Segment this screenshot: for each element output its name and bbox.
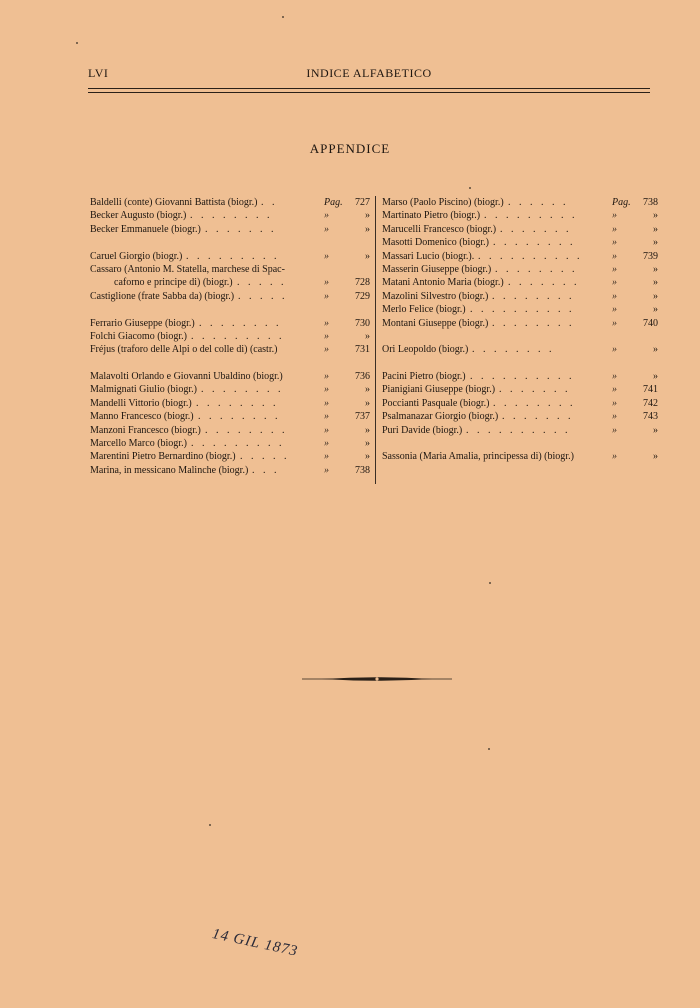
index-entry [382, 223, 658, 236]
entry-text: Fréjus (traforo delle Alpi o del colle di) (castr.) [90, 344, 278, 356]
index-entry [382, 236, 658, 249]
page-value: » [653, 304, 658, 316]
index-entry [382, 276, 658, 289]
entry-text: Ori Leopoldo (biogr.) [382, 344, 469, 356]
page-marker: » [324, 371, 329, 383]
page-marker: » [324, 277, 329, 289]
entry-leader-dots: . . . . . . . . [495, 263, 578, 275]
page-marker: » [324, 290, 329, 302]
page-marker: » [612, 250, 617, 262]
page-value: 729 [355, 290, 370, 302]
entry-leader-dots: . . . . . . . . [199, 317, 282, 329]
entry-text: Marucelli Francesco (biogr.) [382, 223, 497, 235]
entry-leader-dots: . . . . . . . [499, 384, 571, 396]
entry-leader-dots: . . . . . . . . . [191, 438, 285, 450]
entry-leader-dots: . . . . . . . . . . [466, 424, 571, 436]
entry-text: Pianigiani Giuseppe (biogr.) [382, 384, 496, 396]
index-entry [90, 250, 370, 263]
page-marker: » [612, 263, 617, 275]
page-marker: » [612, 223, 617, 235]
page-value: 731 [355, 344, 370, 356]
entry-text: Marentini Pietro Bernardino (biogr.) [90, 451, 236, 463]
entry-gap [90, 236, 370, 249]
index-entry [90, 450, 370, 463]
page-number: LVI [88, 66, 109, 80]
entry-text: Manzoni Francesco (biogr.) [90, 424, 201, 436]
index-entry [382, 383, 658, 396]
index-entry [382, 290, 658, 303]
page-value: 742 [643, 397, 658, 409]
page-value: » [653, 210, 658, 222]
entry-text: Castiglione (frate Sabba da) (biogr.) [90, 290, 235, 302]
entry-leader-dots: . . . . . . . [205, 223, 277, 235]
entry-leader-dots: . . . . . . . . [196, 397, 279, 409]
page-marker: » [612, 210, 617, 222]
entry-text: Malavolti Orlando e Giovanni Ubaldino (biogr.) [90, 371, 283, 383]
page-value: » [653, 371, 658, 383]
entry-text: Pacini Pietro (biogr.) [382, 371, 466, 383]
page-value: » [365, 397, 370, 409]
entry-text: Merlo Felice (biogr.) [382, 304, 466, 316]
entry-leader-dots: . . . . . . . [502, 411, 574, 423]
entry-leader-dots: . . . . . [237, 277, 287, 289]
page-value: » [365, 250, 370, 262]
entry-leader-dots: . . . . . . . . [201, 384, 284, 396]
entry-text: Becker Emmanuele (biogr.) [90, 223, 201, 235]
page-value: 727 [355, 197, 370, 208]
entry-leader-dots: . . . . . . . . [472, 344, 555, 356]
entry-text: Masotti Domenico (biogr.) [382, 237, 489, 249]
entry-text: Mazolini Silvestro (biogr.) [382, 290, 489, 302]
entry-text: Puri Davide (biogr.) [382, 424, 463, 436]
page-marker: » [324, 344, 329, 356]
page-marker: » [324, 464, 329, 476]
page-marker: » [612, 451, 617, 463]
entry-text: Cassaro (Antonio M. Statella, marchese di Spac- [90, 263, 285, 275]
page-marker: » [612, 344, 617, 356]
entry-text: Poccianti Pasquale (biogr.) [382, 397, 490, 409]
page-marker: » [612, 397, 617, 409]
index-entry [90, 223, 370, 236]
entry-text: Caruel Giorgio (biogr.) [90, 250, 183, 262]
page-value: » [653, 237, 658, 249]
index-column-left [90, 196, 370, 477]
page-marker: » [612, 424, 617, 436]
index-entry [382, 209, 658, 222]
entry-leader-dots: . . [261, 197, 278, 208]
entry-leader-dots: . . . . . . . . . [186, 250, 280, 262]
entry-leader-dots: . . . [252, 464, 280, 476]
index-entry [90, 330, 370, 343]
entry-text: caforno e principe di) (biogr.) [114, 277, 233, 289]
page-marker: » [612, 317, 617, 329]
index-entry [90, 263, 370, 276]
index-entry [382, 424, 658, 437]
entry-gap [382, 357, 658, 370]
page-value: 736 [355, 371, 370, 383]
page-marker: » [612, 277, 617, 289]
index-entry [90, 383, 370, 396]
entry-text: Malmignati Giulio (biogr.) [90, 384, 197, 396]
page-value: » [653, 277, 658, 289]
index-entry [382, 410, 658, 423]
entry-leader-dots: . . . . . . . [508, 277, 580, 289]
index-entry [90, 437, 370, 450]
entry-text: Folchi Giacomo (biogr.) [90, 330, 187, 342]
entry-text: Becker Augusto (biogr.) [90, 210, 187, 222]
index-entry [382, 196, 658, 209]
page-value: » [365, 451, 370, 463]
page-marker: » [324, 317, 329, 329]
page-value: » [365, 210, 370, 222]
page-marker: » [612, 411, 617, 423]
entry-text: Matani Antonio Maria (biogr.) [382, 277, 504, 289]
index-entry [382, 450, 658, 463]
entry-leader-dots: . . . . . . . . [492, 290, 575, 302]
page-value: » [365, 438, 370, 450]
index-entry [382, 370, 658, 383]
entry-leader-dots: . . . . . . . . . [484, 210, 578, 222]
page-marker: » [324, 424, 329, 436]
index-entry [90, 397, 370, 410]
entry-text: Psalmanazar Giorgio (biogr.) [382, 411, 499, 423]
index-entry [90, 209, 370, 222]
entry-text: Martinato Pietro (biogr.) [382, 210, 481, 222]
section-title: APPENDICE [309, 141, 391, 156]
ornamental-divider [302, 676, 452, 682]
page-value: 728 [355, 277, 370, 289]
page-marker: » [324, 451, 329, 463]
index-entry [382, 303, 658, 316]
entry-text: Masserin Giuseppe (biogr.) [382, 263, 492, 275]
header-rule-thin [88, 92, 650, 93]
page-value: 737 [355, 411, 370, 423]
page-value: 743 [643, 411, 658, 423]
entry-text: Mandelli Vittorio (biogr.) [90, 397, 192, 409]
entry-leader-dots: . . . . . . . . . . [470, 304, 575, 316]
entry-leader-dots: . . . . . . . . . [191, 330, 285, 342]
entry-text: Montani Giuseppe (biogr.) [382, 317, 489, 329]
index-entry [382, 250, 658, 263]
paper-speck [489, 582, 491, 584]
page-value: 730 [355, 317, 370, 329]
page-value: 741 [643, 384, 658, 396]
entry-text: Marso (Paolo Piscino) (biogr.) [382, 197, 504, 208]
index-entry [90, 290, 370, 303]
page-value: » [653, 424, 658, 436]
entry-leader-dots: . . . . . . . . . . [470, 371, 575, 383]
page-value: » [365, 424, 370, 436]
paper-speck [282, 16, 284, 18]
page-marker: » [612, 304, 617, 316]
page-value: » [653, 263, 658, 275]
page-value: 738 [643, 197, 658, 208]
page-marker: » [324, 250, 329, 262]
header-rule [88, 88, 650, 89]
entry-leader-dots: . . . . . . . . [493, 397, 576, 409]
page-value: » [653, 344, 658, 356]
entry-text: Sassonia (Maria Amalia, principessa di) (biogr.) [382, 451, 574, 463]
page-value: » [653, 290, 658, 302]
page-value: 739 [643, 250, 658, 262]
page-value: » [653, 223, 658, 235]
index-entry [382, 343, 658, 356]
entry-gap [90, 303, 370, 316]
entry-text: Marina, in messicano Malinche (biogr.) [90, 464, 249, 476]
page-marker: » [324, 330, 329, 342]
page-marker: » [612, 384, 617, 396]
column-divider [375, 196, 376, 484]
page-marker: » [612, 290, 617, 302]
index-entry [90, 410, 370, 423]
entry-leader-dots: . . . . . [238, 290, 288, 302]
page-marker: » [324, 223, 329, 235]
page-marker: » [324, 397, 329, 409]
paper-speck [488, 748, 490, 750]
page-marker: » [324, 210, 329, 222]
index-entry [90, 317, 370, 330]
page-value: » [365, 223, 370, 235]
page-marker: » [612, 237, 617, 249]
entry-gap [382, 437, 658, 450]
page-marker: Pag. [324, 197, 343, 208]
index-entry [382, 317, 658, 330]
entry-leader-dots: . . . . . . . . [198, 411, 281, 423]
entry-text: Massari Lucio (biogr.). [382, 250, 475, 262]
entry-leader-dots: . . . . . . [508, 197, 569, 208]
index-entry [382, 397, 658, 410]
paper-speck [469, 187, 471, 189]
entry-gap [382, 330, 658, 343]
entry-leader-dots: . . . . . [240, 451, 290, 463]
running-title: INDICE ALFABETICO [306, 66, 432, 80]
index-entry [90, 424, 370, 437]
paper-speck [209, 824, 211, 826]
page-value: » [653, 451, 658, 463]
entry-text: Marcello Marco (biogr.) [90, 438, 187, 450]
date-stamp: 14 GIL 1873 [210, 926, 300, 960]
page-marker: Pag. [612, 197, 631, 208]
page-marker: » [612, 371, 617, 383]
page-header [88, 66, 650, 82]
index-entry [90, 370, 370, 383]
page-marker: » [324, 384, 329, 396]
page-value: » [365, 330, 370, 342]
index-entry [90, 196, 370, 209]
entry-leader-dots: . . . . . . . . [190, 210, 273, 222]
page-value: » [365, 384, 370, 396]
page-marker: » [324, 438, 329, 450]
entry-leader-dots: . . . . . . . . [205, 424, 288, 436]
index-entry [90, 464, 370, 477]
page-marker: » [324, 411, 329, 423]
index-entry [90, 343, 370, 356]
page-value: 738 [355, 464, 370, 476]
entry-text: Ferrario Giuseppe (biogr.) [90, 317, 195, 329]
index-entry [90, 276, 370, 289]
entry-leader-dots: . . . . . . . . . . [478, 250, 583, 262]
index-entry [382, 263, 658, 276]
index-column-right [382, 196, 658, 464]
entry-leader-dots: . . . . . . . . [492, 317, 575, 329]
page-value: 740 [643, 317, 658, 329]
paper-speck [76, 42, 78, 44]
entry-text: Baldelli (conte) Giovanni Battista (biogr.) [90, 197, 258, 208]
entry-gap [90, 357, 370, 370]
entry-text: Manno Francesco (biogr.) [90, 411, 194, 423]
entry-leader-dots: . . . . . . . . [493, 237, 576, 249]
entry-leader-dots: . . . . . . . [500, 223, 572, 235]
